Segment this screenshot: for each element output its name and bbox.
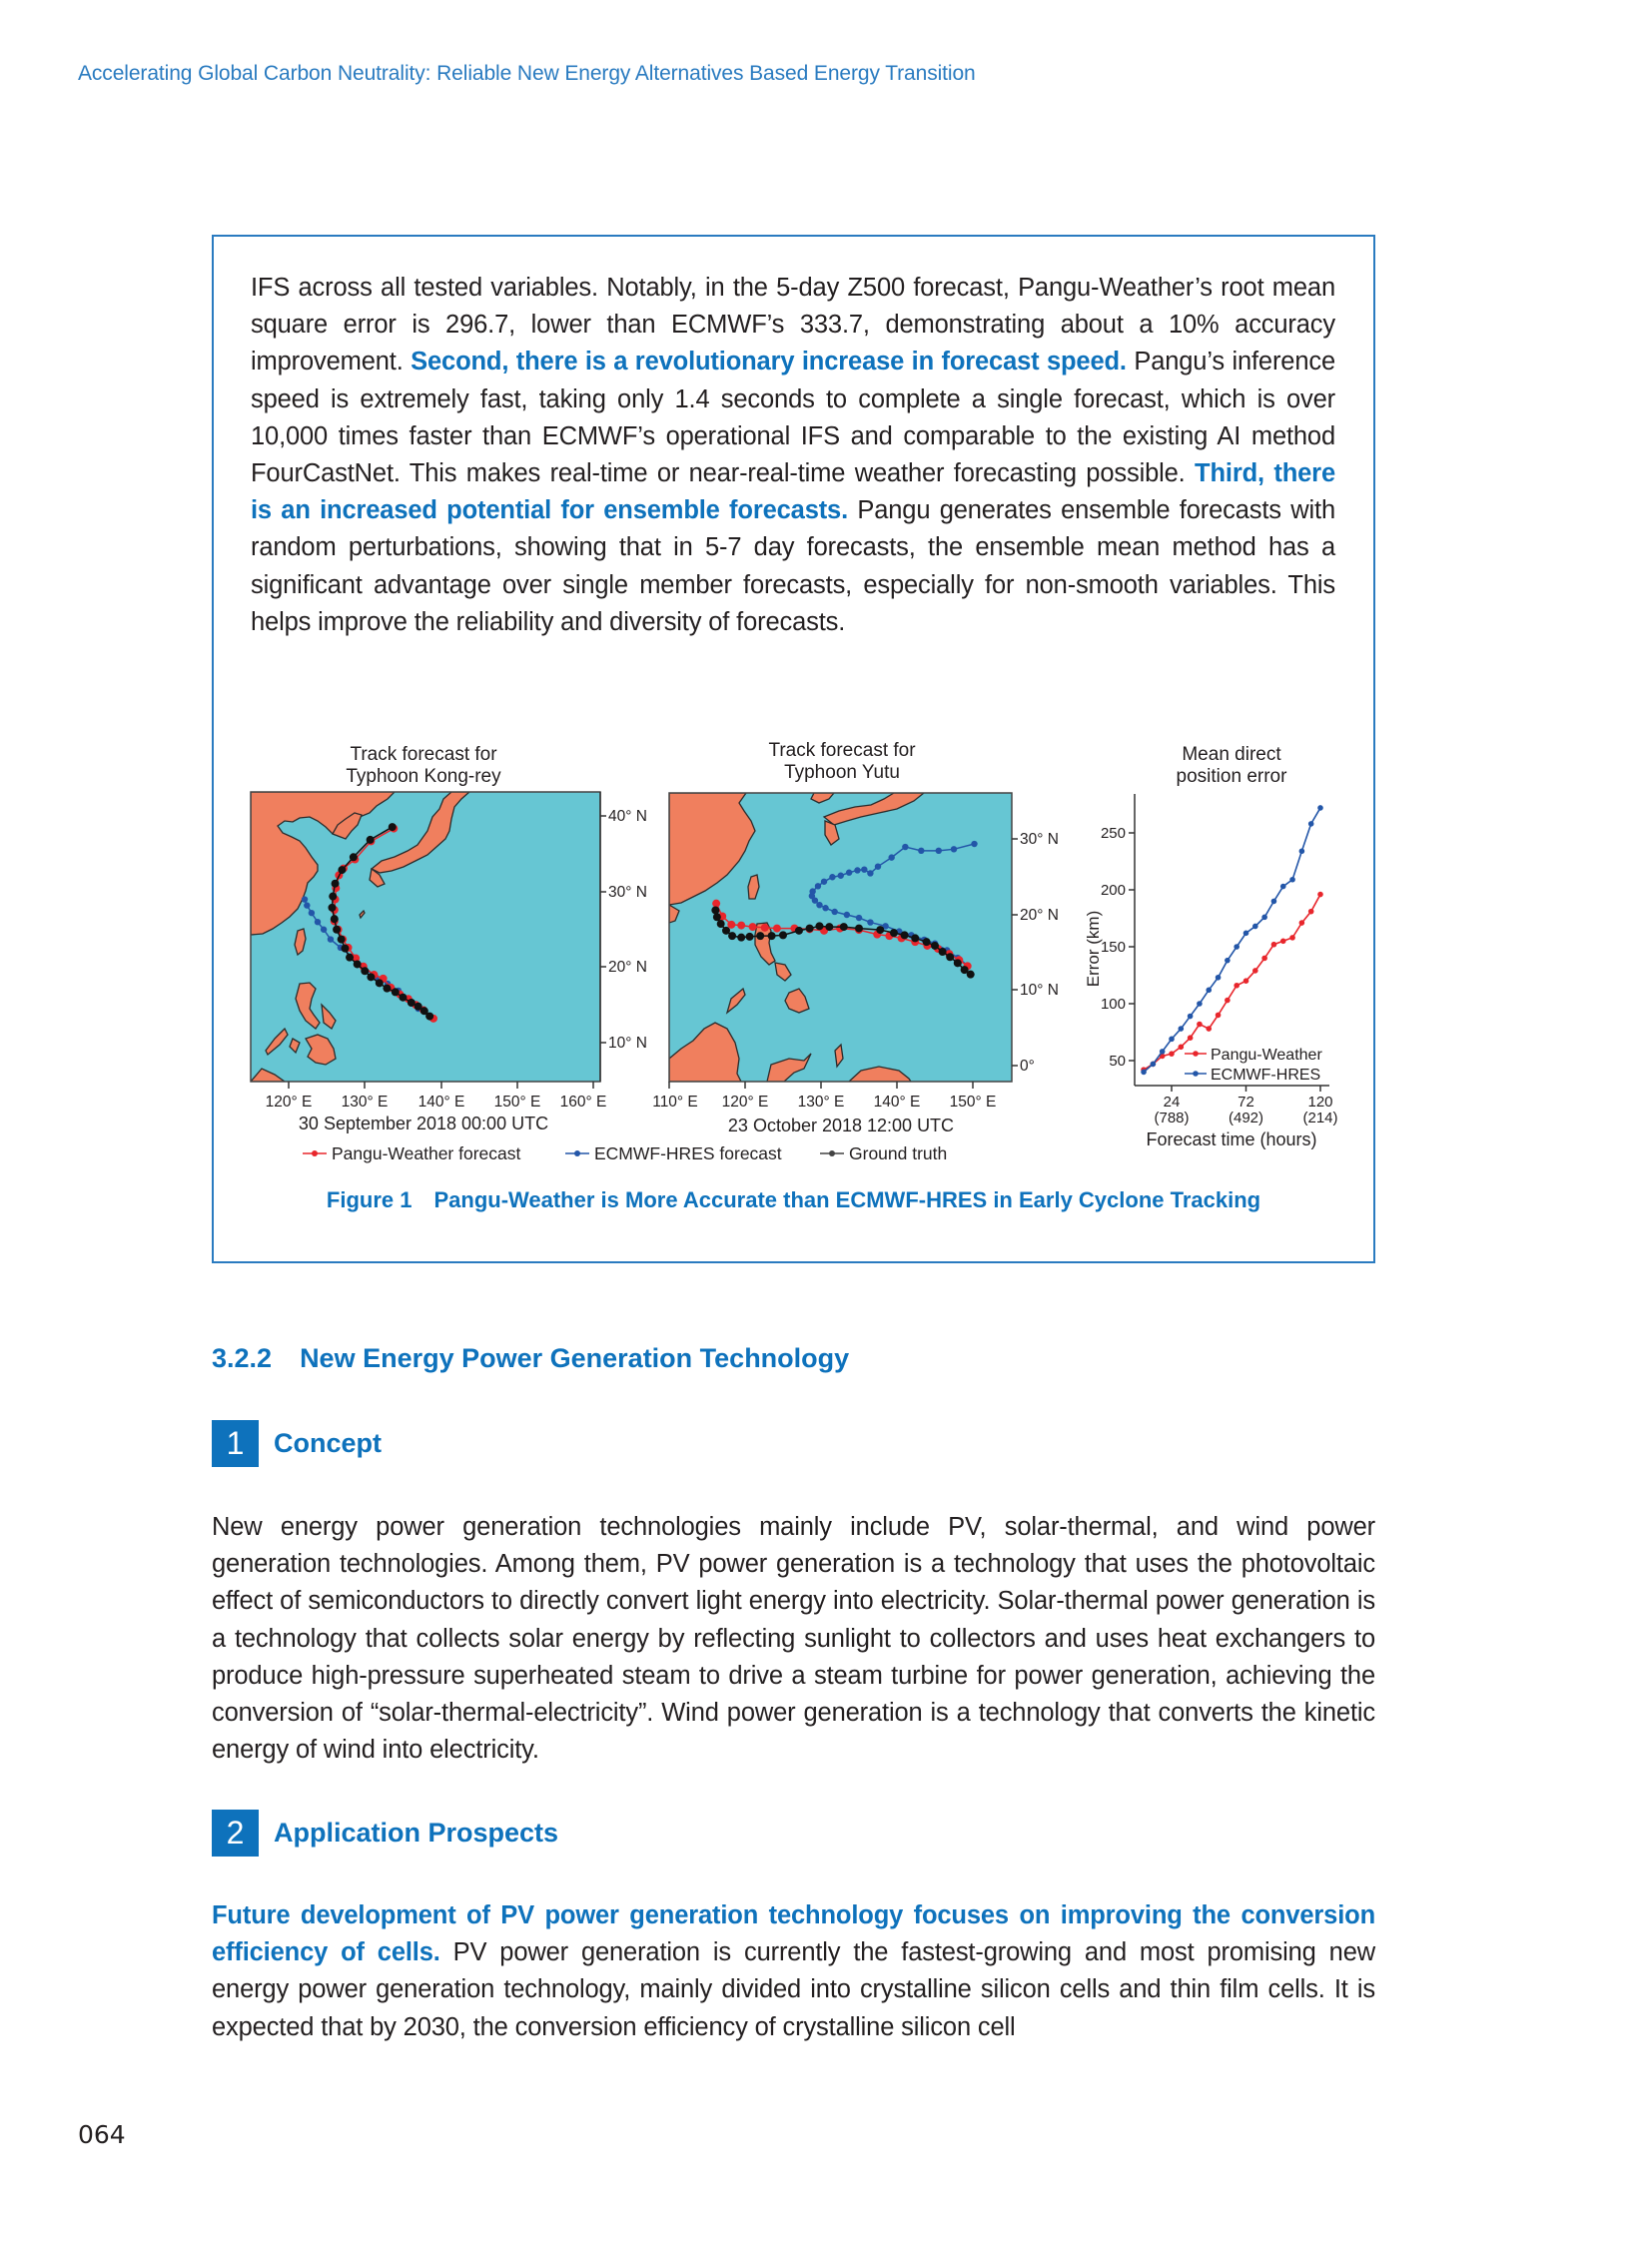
prospects-body: PV power generation is currently the fastest-growing and most promising new energy power generation technology, mainly divided into crystalline silicon cells and thin film cells. It is expected that by 2030, the conversion efficiency of crystalline silicon cell	[212, 1938, 1375, 2041]
y-tick-label: 250	[1100, 825, 1126, 842]
x-tick-label: 24	[1163, 1094, 1181, 1111]
lat-tick: 0°	[1020, 1058, 1035, 1075]
lon-tick: 130° E	[797, 1094, 845, 1111]
box-highlight-ensemble: Third, there is an increased potential for ensemble forecasts.	[251, 459, 1335, 525]
lon-tick: 130° E	[341, 1094, 389, 1111]
map-yutu-title-1: Track forecast for	[768, 740, 916, 761]
legend-ecmwf-forecast: ECMWF-HRES forecast	[594, 1143, 782, 1163]
lat-tick: 10° N	[608, 1035, 647, 1052]
x-tick-sublabel: (214)	[1302, 1110, 1338, 1126]
error-chart-ylabel: Error (km)	[1084, 910, 1103, 988]
lon-tick: 160° E	[559, 1094, 607, 1111]
legend-ecmwf: ECMWF-HRES	[1211, 1067, 1321, 1084]
lon-tick: 140° E	[873, 1094, 921, 1111]
concept-paragraph: New energy power generation technologies mainly include PV, solar-thermal, and wind power generation technologies. Among them, PV power generation is a technology that uses the photovoltaic effect of semiconductors to directly convert light energy into electricity. Solar-thermal power generation is a technology that collects solar energy by reflecting sunlight to collectors and uses heat exchangers to produce high-pressure superheated steam to drive a steam turbine for power generation, achieving the conversion of “solar-thermal-electricity”. Wind power generation is a technology that converts the kinetic energy of wind into electricity.	[212, 1513, 1375, 1765]
map-kongrey-date: 30 September 2018 00:00 UTC	[298, 1114, 549, 1133]
x-tick-sublabel: (788)	[1154, 1110, 1190, 1126]
section-number: 3.2.2	[212, 1343, 273, 1373]
lon-tick: 120° E	[721, 1094, 769, 1111]
lon-tick: 150° E	[949, 1094, 997, 1111]
box-text-3: Pangu generates ensemble forecasts with random perturbations, showing that in 5-7 day forecasts, the ensemble mean method has a significant advantage over single member forecasts, especially for non-smooth variables. This helps improve the reliability and diversity of forecasts.	[251, 496, 1335, 636]
box-paragraph	[251, 270, 1335, 641]
lon-tick: 120° E	[265, 1094, 313, 1111]
box-text-1: IFS across all tested variables. Notably, in the 5-day Z500 forecast, Pangu-Weather’s root mean square error is 296.7, lower than ECMWF’s 333.7, demonstrating about a 10% accuracy improvement.	[251, 274, 1335, 376]
y-tick-label: 100	[1100, 996, 1126, 1013]
lat-tick: 20° N	[1020, 907, 1059, 924]
legend-pangu: Pangu-Weather	[1211, 1047, 1322, 1064]
map-yutu-title-2: Typhoon Yutu	[784, 762, 900, 783]
y-tick-label: 200	[1100, 882, 1126, 899]
y-tick-label: 50	[1109, 1053, 1126, 1070]
lat-tick: 30° N	[1020, 831, 1059, 848]
lat-tick: 30° N	[608, 884, 647, 901]
subsection-application-prospects	[212, 1810, 558, 1857]
subsection-badge: 2	[212, 1810, 259, 1857]
lon-tick: 140° E	[417, 1094, 465, 1111]
running-header: Accelerating Global Carbon Neutrality: Reliable New Energy Alternatives Based Energy Transition	[78, 62, 976, 85]
page-number: 064	[78, 2120, 126, 2149]
box-text-2: Pangu’s inference speed is extremely fast, taking only 1.4 seconds to complete a single forecast, which is over 10,000 times faster than ECMWF’s operational IFS and comparable to the existing AI method FourCastNet. This makes real-time or near-real-time weather forecasting possible.	[251, 348, 1336, 488]
x-tick-label: 120	[1307, 1094, 1333, 1111]
x-tick-sublabel: (492)	[1228, 1110, 1264, 1126]
subsection-concept	[212, 1420, 382, 1467]
figure-caption	[212, 1187, 1375, 1213]
lat-tick: 40° N	[608, 808, 647, 825]
section-heading	[212, 1343, 849, 1374]
lat-tick: 20° N	[608, 959, 647, 976]
lat-tick: 10° N	[1020, 982, 1059, 999]
prospects-paragraph	[212, 1897, 1375, 2046]
map-kongrey-title-1: Track forecast for	[350, 744, 497, 765]
error-chart-xlabel: Forecast time (hours)	[1146, 1129, 1317, 1149]
figure-caption-text: Pangu-Weather is More Accurate than ECMWF-HRES in Early Cyclone Tracking	[433, 1187, 1261, 1212]
section-title: New Energy Power Generation Technology	[300, 1343, 850, 1373]
legend-ground-truth: Ground truth	[849, 1143, 948, 1163]
subsection-title: Concept	[274, 1428, 382, 1458]
box-highlight-speed: Second, there is a revolutionary increase in forecast speed.	[411, 348, 1127, 376]
prospects-lead: Future development of PV power generation technology focuses on improving the conversion efficiency of cells.	[212, 1901, 1375, 1967]
figure-number: Figure 1	[326, 1187, 413, 1212]
x-tick-label: 72	[1238, 1094, 1254, 1111]
map-yutu-date: 23 October 2018 12:00 UTC	[727, 1116, 955, 1135]
subsection-badge: 1	[212, 1420, 259, 1467]
map-kongrey-title-2: Typhoon Kong-rey	[346, 766, 501, 787]
subsection-title: Application Prospects	[274, 1818, 559, 1848]
error-chart-title-2: position error	[1176, 766, 1287, 787]
lon-tick: 150° E	[493, 1094, 541, 1111]
y-tick-label: 150	[1100, 939, 1126, 956]
error-chart-title-1: Mean direct	[1182, 744, 1281, 765]
lon-tick: 110° E	[652, 1094, 698, 1111]
legend-pangu-forecast: Pangu-Weather forecast	[332, 1143, 521, 1163]
